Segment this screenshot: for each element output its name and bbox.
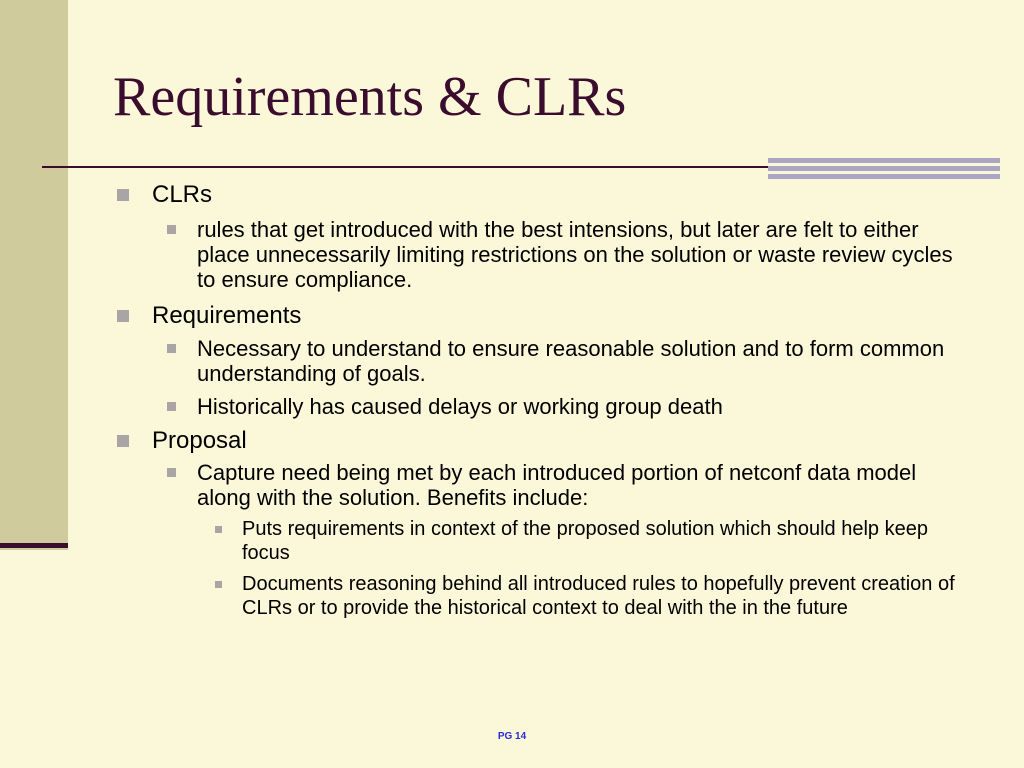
bullet-square-icon (167, 225, 176, 234)
bullet-square-icon (167, 402, 176, 411)
page-number: PG 14 (497, 731, 527, 742)
slide-title: Requirements & CLRs (113, 66, 627, 128)
bullet-level1-clrs: CLRs (152, 181, 213, 208)
bullet-level2-requirements-history: Historically has caused delays or working group death (197, 394, 723, 419)
bullet-level2-proposal-capture: Capture need being met by each introduced portion of netconf data model along with the solution. Benefits include: (197, 460, 917, 510)
bullet-level1-requirements: Requirements (152, 302, 302, 329)
bullet-level3-documents: Documents reasoning behind all introduced rules to hopefully prevent creation of CLRs or to provide the historical context to deal with the in the future (242, 573, 955, 619)
bullet-level3-context: Puts requirements in context of the proposed solution which should help keep focus (242, 518, 928, 564)
bullet-square-icon (215, 526, 222, 533)
bullet-square-icon (117, 310, 129, 322)
bullet-square-icon (167, 468, 176, 477)
bullet-square-icon (117, 435, 129, 447)
bullet-square-icon (117, 189, 129, 201)
bullet-level2-clr-definition: rules that get introduced with the best intensions, but later are felt to either place unnecessarily limiting restrictions on the solution or waste review cycles to ensure compliance. (197, 217, 953, 292)
bullet-level2-requirements-necessary: Necessary to understand to ensure reasonable solution and to form common understanding of goals. (197, 336, 945, 386)
bullet-level1-proposal: Proposal (152, 427, 247, 454)
bullet-square-icon (167, 344, 176, 353)
bullet-square-icon (215, 581, 222, 588)
